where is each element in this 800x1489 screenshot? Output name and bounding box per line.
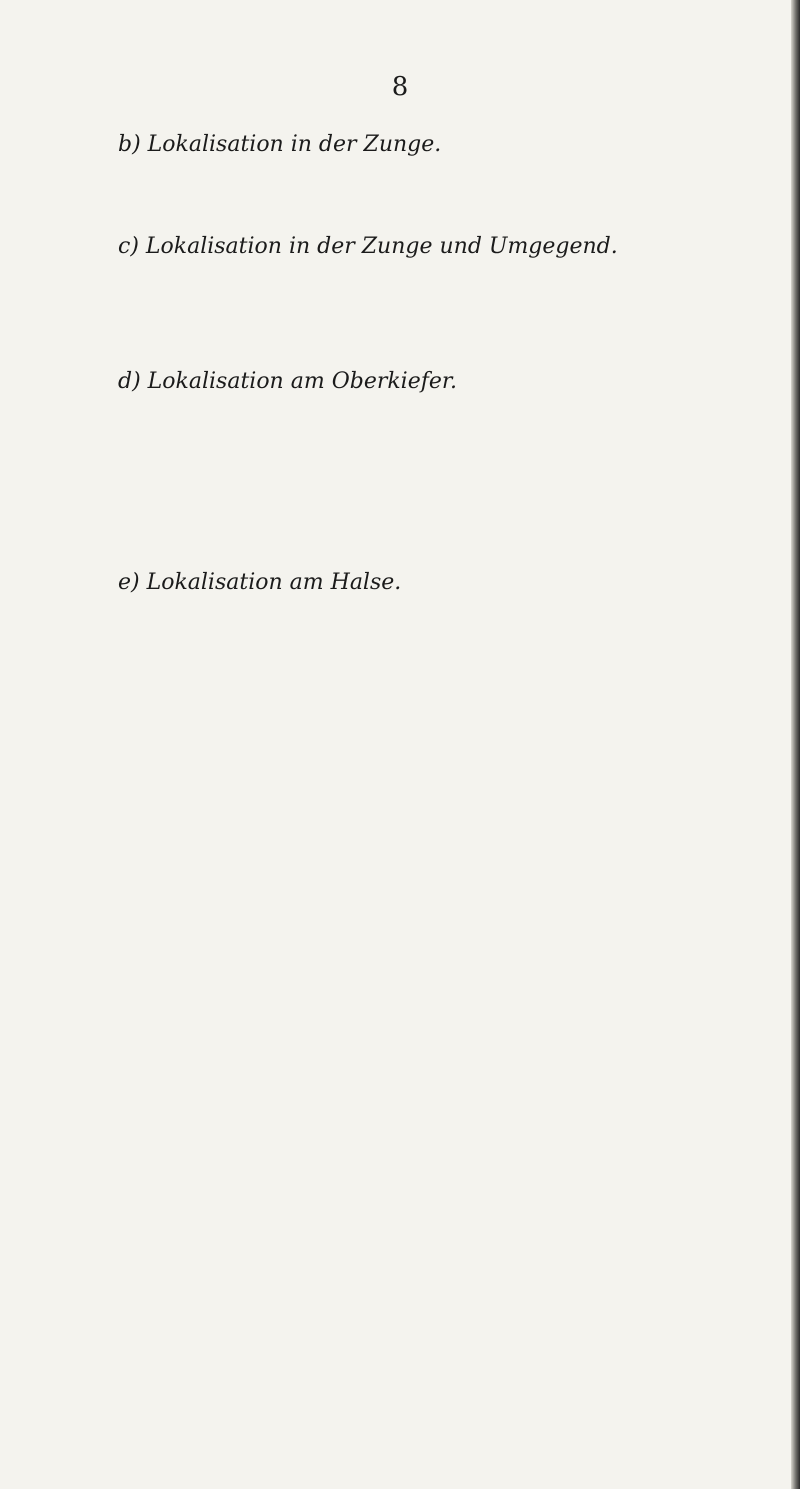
section-heading-e: e) Lokalisation am Halse.	[118, 570, 402, 595]
section-heading-d: d) Lokalisation am Oberkiefer.	[118, 369, 457, 394]
section-heading-c: c) Lokalisation in der Zunge und Umgegend.	[118, 234, 618, 259]
page-number: 8	[391, 72, 409, 102]
page-edge-shadow	[791, 0, 800, 1489]
section-heading-b: b) Lokalisation in der Zunge.	[118, 132, 442, 157]
